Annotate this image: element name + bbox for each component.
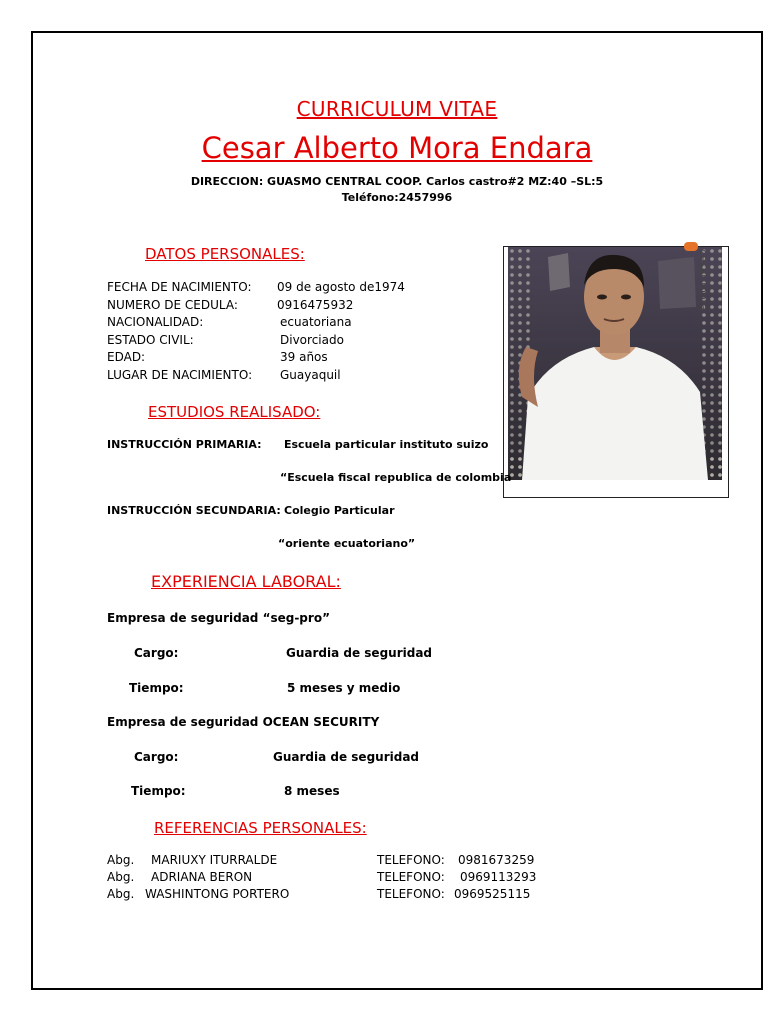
references-table: [107, 852, 587, 903]
personal-row: [107, 349, 328, 367]
job-company: Empresa de seguridad OCEAN SECURITY: [107, 715, 380, 729]
field-label: ESTADO CIVIL:: [107, 332, 194, 347]
photo-image: [508, 247, 722, 480]
field-value: 39 años: [280, 350, 328, 364]
field-label: EDAD:: [107, 350, 146, 364]
photo-decoration-icon: [684, 242, 698, 251]
field-value: 09 de agosto de1974: [277, 280, 405, 294]
person-name: Cesar Alberto Mora Endara: [201, 131, 593, 165]
reference-phone: 0969525115: [454, 887, 531, 901]
cv-page: [31, 31, 763, 990]
reference-title: Abg.: [107, 870, 135, 884]
job-tiempo: 5 meses y medio: [287, 681, 401, 695]
personal-table: [107, 279, 405, 384]
personal-heading: DATOS PERSONALES:: [145, 245, 305, 263]
reference-row: [107, 852, 587, 869]
field-label: NACIONALIDAD:: [107, 315, 204, 329]
photo-caption: cesar mora: [697, 249, 710, 312]
reference-title: Abg.: [107, 853, 135, 867]
reference-phone-label: TELEFONO:: [377, 887, 445, 901]
personal-row: [107, 332, 344, 350]
field-value: 0916475932: [277, 297, 354, 312]
address-line: DIRECCION: GUASMO CENTRAL COOP. Carlos castro#2 MZ:40 –SL:5: [190, 175, 604, 188]
field-label: FECHA DE NACIMIENTO:: [107, 280, 252, 294]
job-tiempo-label: Tiempo:: [129, 681, 184, 695]
personal-row: [107, 297, 354, 315]
job-tiempo: 8 meses: [284, 784, 340, 798]
experience-heading: EXPERIENCIA LABORAL:: [151, 572, 341, 591]
primary-label: INSTRUCCIÓN PRIMARIA:: [107, 438, 262, 451]
reference-name: ADRIANA BERON: [151, 870, 253, 884]
field-label: LUGAR DE NACIMIENTO:: [107, 367, 253, 382]
reference-phone-label: TELEFONO:: [377, 853, 445, 867]
field-value: Divorciado: [280, 332, 344, 347]
phone-line: Teléfono:2457996: [341, 191, 453, 204]
job-cargo: Guardia de seguridad: [273, 750, 420, 764]
job-cargo-label: Cargo:: [134, 646, 179, 660]
cv-title: CURRICULUM VITAE: [296, 97, 498, 121]
portrait-illustration: [508, 247, 722, 480]
field-value: Guayaquil: [280, 367, 341, 382]
field-value: ecuatoriana: [280, 315, 352, 329]
job-cargo-label: Cargo:: [134, 750, 179, 764]
primary-school-1: Escuela particular instituto suizo: [284, 438, 489, 451]
reference-phone-label: TELEFONO:: [377, 870, 445, 884]
job-tiempo-label: Tiempo:: [131, 784, 186, 798]
primary-school-2: “Escuela fiscal republica de colombia: [280, 471, 512, 484]
secondary-school-2: “oriente ecuatoriano”: [278, 537, 416, 550]
secondary-school-1: Colegio Particular: [284, 504, 395, 517]
job-cargo: Guardia de seguridad: [286, 646, 433, 660]
reference-name: WASHINTONG PORTERO: [145, 887, 290, 901]
personal-row: [107, 314, 352, 332]
field-label: NUMERO DE CEDULA:: [107, 297, 238, 312]
reference-phone: 0969113293: [460, 870, 537, 884]
studies-heading: ESTUDIOS REALISADO:: [148, 403, 321, 421]
profile-photo: [503, 246, 729, 498]
personal-row: [107, 367, 341, 385]
reference-row: [107, 869, 587, 886]
reference-name: MARIUXY ITURRALDE: [151, 853, 278, 867]
reference-title: Abg.: [107, 887, 135, 901]
reference-phone: 0981673259: [458, 853, 535, 867]
secondary-label: INSTRUCCIÓN SECUNDARIA:: [107, 504, 281, 517]
reference-row: [107, 886, 587, 903]
job-company: Empresa de seguridad “seg-pro”: [107, 611, 330, 625]
personal-row: [107, 279, 405, 297]
references-heading: REFERENCIAS PERSONALES:: [154, 819, 367, 837]
